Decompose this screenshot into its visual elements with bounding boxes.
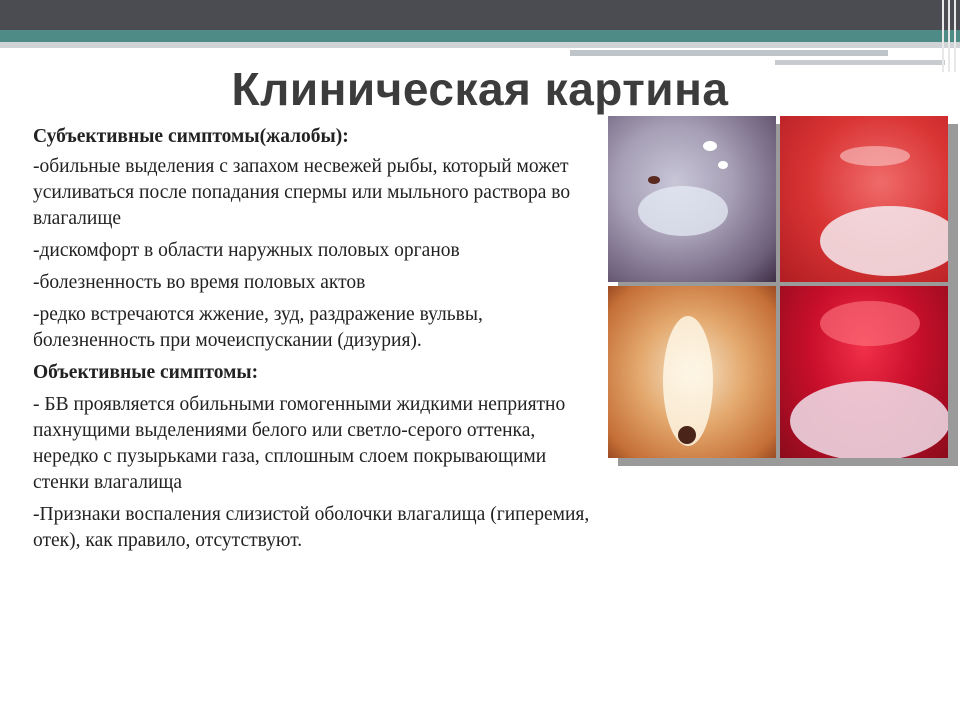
clinical-photo-4 [780, 286, 948, 458]
header-band-gray [0, 42, 960, 48]
objective-heading: Объективные симптомы: [33, 362, 259, 383]
clinical-photo-3 [608, 286, 776, 458]
subjective-heading: Субъективные симптомы(жалобы): [33, 126, 349, 147]
subjective-item: -дискомфорт в области наружных половых органов [33, 240, 460, 261]
objective-item: -Признаки воспаления слизистой оболочки влагалища (гиперемия, отек), как правило, отсутствуют. [33, 504, 590, 551]
clinical-photo-1 [608, 116, 776, 282]
header-band-accent [570, 50, 888, 56]
slide-title: Клиническая картина [231, 63, 729, 115]
objective-item: - БВ проявляется обильными гомогенными жидкими неприятно пахнущими выделениями белого или светло-серого оттенка, нередко с пузырьками газа, сплошным слоем покрывающими стенки влагалища [33, 394, 566, 493]
clinical-photo-2 [780, 116, 948, 282]
subjective-item: -болезненность во время половых актов [33, 272, 366, 293]
clinical-photo-grid [608, 116, 948, 458]
subjective-item: -редко встречаются жжение, зуд, раздражение вульвы, болезненность при мочеиспускании (дизурия). [33, 304, 483, 351]
subjective-item: -обильные выделения с запахом несвежей рыбы, который может усиливаться после попадания спермы или мыльного раствора во влагалище [33, 156, 571, 229]
header-band-dark [0, 0, 960, 30]
slide-body [33, 124, 593, 558]
